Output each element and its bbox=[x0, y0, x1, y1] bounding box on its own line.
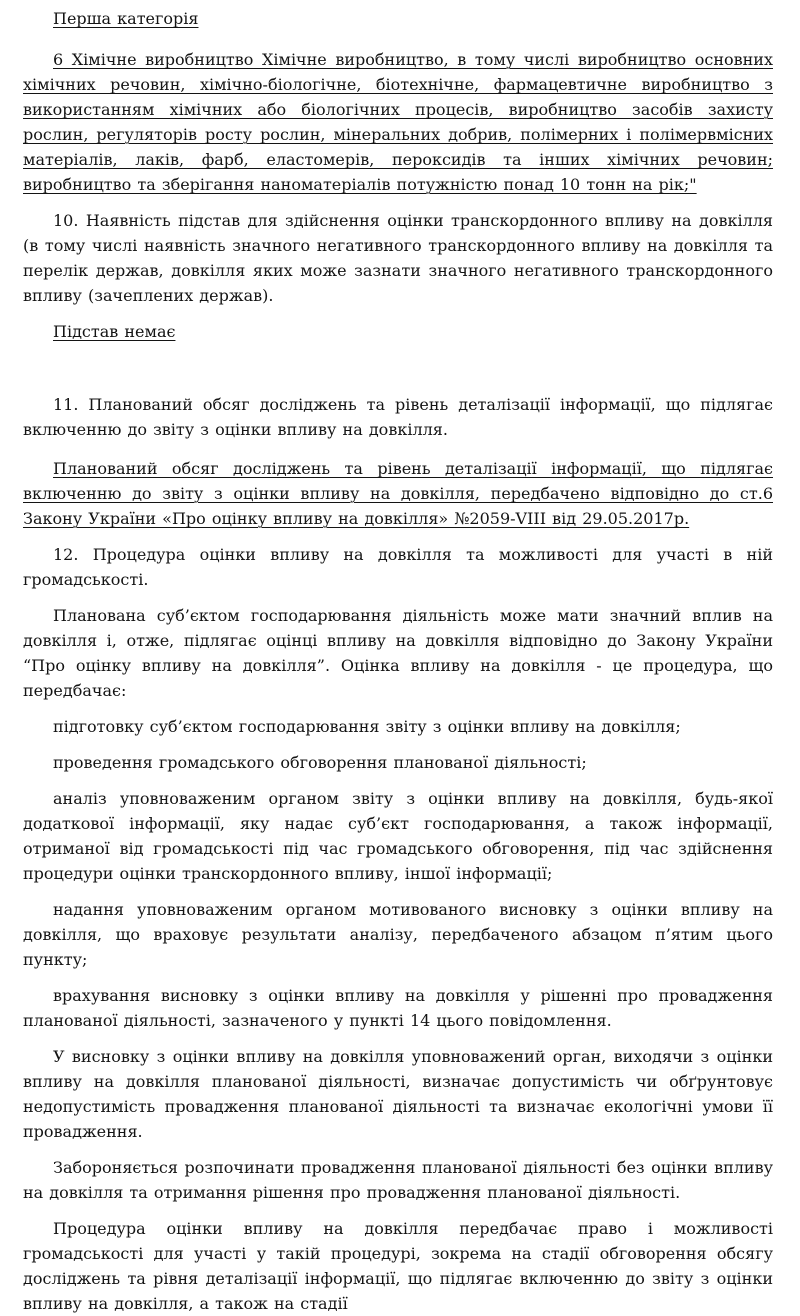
paragraph-public-participation-rights: Процедура оцінки впливу на довкілля передбачає право і можливості громадськості для участі у такій процедурі, зокрема на стадії обговорення обсягу досліджень та рівня деталізації інформації, що підлягає включенню до звіту з оцінки впливу на довкілля, а також на стадії bbox=[23, 1219, 773, 1313]
list-item-authority-analysis: аналіз уповноваженим органом звіту з оцінки впливу на довкілля, будь-якої додаткової інформації, яку надає суб’єкт господарювання, а також інформації, отриманої від громадськості під час громадського обговорення, під час здійснення процедури оцінки транскордонного впливу, іншої інформації; bbox=[23, 789, 773, 883]
paragraph-10-transboundary-impact: 10. Наявність підстав для здійснення оцінки транскордонного впливу на довкілля (в тому числі наявність значного негативного транскордонного впливу на довкілля та перелік держав, довкілля яких може зазнати значного негативного транскордонного впливу (зачеплених держав). bbox=[23, 211, 773, 305]
list-item-public-discussion: проведення громадського обговорення планованої діяльності; bbox=[53, 753, 587, 772]
paragraph-11-scope-of-research: 11. Планований обсяг досліджень та рівень деталізації інформації, що підлягає включенню до звіту з оцінки впливу на довкілля. bbox=[23, 395, 773, 439]
paragraph-12-eia-procedure: 12. Процедура оцінки впливу на довкілля та можливості для участі в ній громадськості. bbox=[23, 545, 773, 589]
list-item-report-preparation: підготовку суб’єктом господарювання звіту з оцінки впливу на довкілля; bbox=[53, 717, 681, 736]
paragraph-category-6-chemical-production: 6 Хімічне виробництво Хімічне виробництво, в тому числі виробництво основних хімічних речовин, хімічно-біологічне, біотехнічне, фармацевтичне виробництво з використанням хімічних або біологічних процесів, виробництво засобів захисту рослин, регуляторів росту рослин, мінеральних добрив, полімерних і полімервмісних матеріалів, лаків, фарб, еластомерів, пероксидів та інших хімічних речовин; виробництво та зберігання наноматеріалів потужністю понад 10 тонн на рік;" bbox=[23, 50, 773, 194]
paragraph-scope-per-law-underlined: Планований обсяг досліджень та рівень деталізації інформації, що підлягає включенню до звіту з оцінки впливу на довкілля, передбачено відповідно до ст.6 Закону України «Про оцінку впливу на довкілля» №2059-VIII від 29.05.2017р. bbox=[23, 459, 773, 528]
paragraph-prohibition-without-eia: Забороняється розпочинати провадження планованої діяльності без оцінки впливу на довкілля та отримання рішення про провадження планованої діяльності. bbox=[23, 1158, 773, 1202]
paragraph-admissibility-determination: У висновку з оцінки впливу на довкілля уповноважений орган, виходячи з оцінки впливу на довкілля планованої діяльності, визначає допустимість чи обґрунтовує недопустимість провадження планованої діяльності та визначає екологічні умови її провадження. bbox=[23, 1047, 773, 1141]
list-item-reasoned-conclusion: надання уповноваженим органом мотивованого висновку з оцінки впливу на довкілля, що враховує результати аналізу, передбаченого абзацом п’ятим цього пункту; bbox=[23, 900, 773, 969]
list-item-conclusion-consideration: врахування висновку з оцінки впливу на довкілля у рішенні про провадження планованої діяльності, зазначеного у пункті 14 цього повідомлення. bbox=[23, 986, 773, 1030]
paragraph-planned-activity-impact: Планована суб’єктом господарювання діяльність може мати значний вплив на довкілля і, отже, підлягає оцінці впливу на довкілля відповідно до Закону України “Про оцінку впливу на довкілля”. Оцінка впливу на довкілля - це процедура, що передбачає: bbox=[23, 606, 773, 700]
paragraph-no-grounds: Підстав немає bbox=[53, 322, 176, 341]
document-heading: Перша категорія bbox=[53, 9, 199, 28]
